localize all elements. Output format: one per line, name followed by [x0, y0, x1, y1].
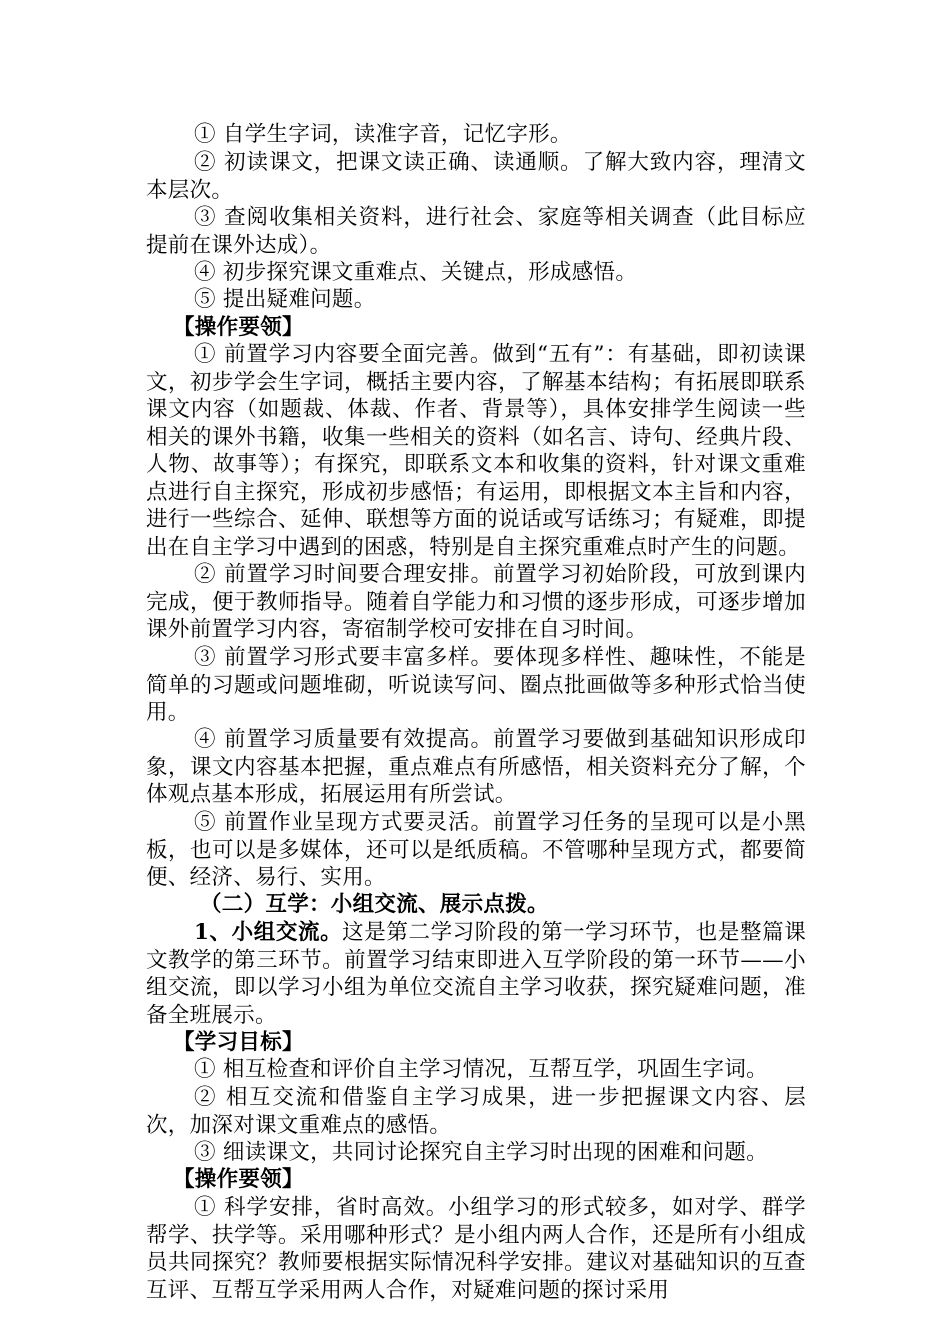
group-exchange-lead: 1、小组交流。	[194, 920, 343, 945]
operation-item-3: ③ 前置学习形式要丰富多样。要体现多样性、趣味性，不能是简单的习题或问题堆砌，听说读写问、圈点批画做等多种形式恰当使用。	[146, 645, 806, 725]
operation2-item-1: ① 科学安排，省时高效。小组学习的形式较多，如对学、群学帮学、扶学等。采用哪种形式？是小组内两人合作，还是所有小组成员共同探究？教师要根据实际情况科学安排。建议对基础知识的互查互评、互帮互学采用两人合作，对疑难问题的探讨采用	[146, 1195, 806, 1303]
goal-item-4: ④ 初步探究课文重难点、关键点，形成感悟。	[194, 260, 638, 285]
operation-item-2: ② 前置学习时间要合理安排。前置学习初始阶段，可放到课内完成，便于教师指导。随着自学能力和习惯的逐步形成，可逐步增加课外前置学习内容，寄宿制学校可安排在自习时间。	[146, 562, 806, 642]
section-heading-mutual-learning: （二）互学：小组交流、展示点拨。	[200, 892, 549, 917]
section-heading-operation: 【操作要领】	[173, 315, 304, 340]
goal-item-1: ① 自学生字词，读准字音，记忆字形。	[194, 122, 572, 147]
operation-item-4: ④ 前置学习质量要有效提高。前置学习要做到基础知识形成印象，课文内容基本把握，重点难点有所感悟，相关资料充分了解，个体观点基本形成，拓展运用有所尝试。	[146, 727, 806, 807]
goal-item-2: ② 初读课文，把课文读正确、读通顺。了解大致内容，理清文本层次。	[146, 150, 806, 203]
goal-item-3: ③ 查阅收集相关资料，进行社会、家庭等相关调查（此目标应提前在课外达成）。	[146, 205, 806, 258]
section-heading-operation-2: 【操作要领】	[173, 1167, 304, 1192]
learning-goal-3: ③ 细读课文，共同讨论探究自主学习时出现的困难和问题。	[194, 1140, 768, 1165]
learning-goal-2: ② 相互交流和借鉴自主学习成果，进一步把握课文内容、层次，加深对课文重难点的感悟。	[146, 1085, 806, 1138]
group-exchange-paragraph	[146, 919, 806, 1029]
operation-item-5: ⑤ 前置作业呈现方式要灵活。前置学习任务的呈现可以是小黑板，也可以是多媒体，还可以是纸质稿。不管哪种呈现方式，都要简便、经济、易行、实用。	[146, 810, 806, 890]
group-exchange-body: 这是第二学习阶段的第一学习环节，也是整篇课文教学的第三环节。前置学习结束即进入互学阶段的第一环节——小组交流，即以学习小组为单位交流自主学习收获，探究疑难问题，准备全班展示。	[146, 920, 806, 1028]
learning-goal-1: ① 相互检查和评价自主学习情况，互帮互学，巩固生字词。	[194, 1057, 768, 1082]
section-heading-learning-goals: 【学习目标】	[173, 1030, 304, 1055]
goal-item-5: ⑤ 提出疑难问题。	[194, 287, 376, 312]
operation-item-1: ① 前置学习内容要全面完善。做到“五有”：有基础，即初读课文，初步学会生字词，概括主要内容，了解基本结构；有拓展即联系课文内容（如题裁、体裁、作者、背景等），具体安排学生阅读一些相关的课外书籍，收集一些相关的资料（如名言、诗句、经典片段、人物、故事等）；有探究，即联系文本和收集的资料，针对课文重难点进行自主探究，形成初步感悟；有运用，即根据文本主旨和内容，进行一些综合、延伸、联想等方面的说话或写话练习；有疑难，即提出在自主学习中遇到的困惑，特别是自主探究重难点时产生的问题。	[146, 342, 806, 560]
